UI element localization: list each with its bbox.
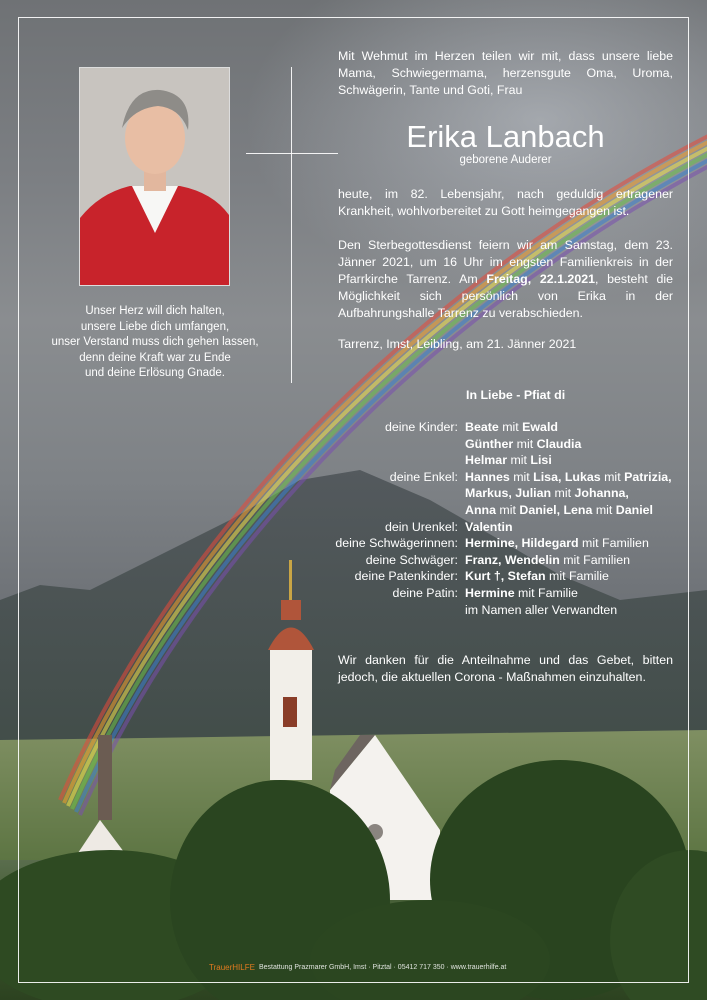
logo (209, 963, 255, 972)
mourners-list (300, 419, 700, 618)
mourner-row (300, 452, 700, 469)
poem (40, 304, 270, 382)
mourner-names (465, 502, 653, 519)
funeral-info-before: Den Sterbegottesdienst feiern wir am Samstag, dem 23. Jänner 2021, um 16 Uhr im engsten Familienkreis in der Pfarrkirche Tarrenz. Am (338, 238, 673, 286)
poem-line: denn deine Kraft war zu Ende (79, 351, 231, 364)
mourner-connector: mit Familien (578, 536, 649, 551)
mourner-name: Markus, Julian (465, 486, 552, 501)
mourner-connector: mit Familien (559, 552, 631, 567)
mourner-row (300, 535, 700, 552)
mourner-names (465, 469, 672, 486)
mourner-label (300, 436, 465, 453)
mourner-label: deine Enkel: (389, 469, 458, 484)
mourner-connector: mit Familie (545, 569, 609, 584)
mourner-names (465, 585, 578, 602)
footer (205, 963, 505, 972)
funeral-info (338, 237, 673, 322)
mourner-row (300, 502, 700, 519)
mourner-name: Hermine, Hildegard (465, 536, 579, 551)
logo-right: HILFE (232, 963, 255, 972)
poem-line: und deine Erlösung Gnade. (84, 367, 226, 379)
logo-left: Trauer (209, 963, 233, 972)
mourner-label: deine Schwäger: (365, 552, 458, 567)
place-date: Tarrenz, Imst, Leibling, am 21. Jänner 2021 (338, 337, 577, 351)
mourner-label (300, 602, 465, 619)
intro-text: Mit Wehmut im Herzen teilen wir mit, dass unsere liebe Mama, Schwiegermama, herzensgute Oma, Uroma, Schwägerin, Tante und Goti, Frau (338, 49, 673, 97)
mourner-names (465, 552, 630, 569)
funeral-info-after: , besteht die Möglichkeit sich persönlich von Erika in der Aufbahrungshalle Tarrenz zu verabschieden. (338, 272, 674, 320)
poem-line: unser Verstand muss dich gehen lassen, (51, 336, 259, 348)
mourner-name: Claudia (536, 436, 582, 451)
mourner-label: deine Patin: (392, 585, 458, 600)
mourner-label: deine Schwägerinnen: (335, 536, 458, 551)
footer-line: Bestattung Prazmarer GmbH, Imst · Pitztal · 05412 717 350 · www.trauerhilfe.at (258, 964, 507, 971)
thanks-text: Wir danken für die Anteilnahme und das Gebet, bitten jedoch, die aktuellen Corona - Maßnahmen einzuhalten. (338, 653, 673, 684)
mourner-connector: mit (600, 469, 625, 484)
mourner-row (300, 568, 700, 585)
mourner-row (300, 419, 700, 436)
mourner-names (465, 519, 513, 536)
maiden-name: geborene Auderer (459, 154, 552, 166)
mourner-label (300, 485, 465, 502)
mourner-name: Kurt †, Stefan (465, 569, 546, 584)
mourner-names (465, 535, 649, 552)
mourner-name: Beate (465, 420, 499, 434)
mourner-names (465, 436, 581, 453)
viewing-date: Freitag, 22.1.2021 (486, 272, 595, 286)
mourner-names (465, 452, 552, 469)
poem-line: unsere Liebe dich umfangen, (80, 320, 230, 333)
mourner-connector: mit (592, 502, 616, 517)
mourner-row (300, 552, 700, 569)
poem-line: Unser Herz will dich halten, (85, 305, 225, 317)
mourner-names (465, 568, 609, 585)
cross-vertical-line (291, 67, 292, 383)
farewell-line: In Liebe - Pfiat di (466, 388, 566, 402)
mourner-connector: mit (513, 436, 537, 451)
mourner-name: Franz, Wendelin (465, 552, 560, 567)
mourner-connector: mit (551, 486, 575, 501)
mourner-names (465, 485, 629, 502)
mourner-row (300, 519, 700, 536)
mourner-name: Daniel, Lena (519, 502, 593, 517)
mourner-row (300, 485, 700, 502)
mourner-label (300, 502, 465, 519)
mourner-connector: im Namen aller Verwandten (465, 602, 618, 617)
mourner-row (300, 436, 700, 453)
mourner-name: Valentin (465, 519, 513, 534)
mourner-label: deine Patenkinder: (354, 569, 458, 584)
mourner-name: Ewald (522, 420, 558, 434)
mourner-names (465, 602, 617, 619)
mourner-connector: mit Familie (514, 585, 578, 600)
mourner-connector: mit (495, 502, 520, 517)
mourner-label: dein Urenkel: (384, 519, 458, 534)
portrait-photo (79, 67, 230, 286)
mourner-row (300, 585, 700, 602)
mourner-name: Daniel (615, 502, 653, 517)
mourner-connector: mit (498, 420, 523, 434)
mourner-name: Hermine (465, 585, 515, 600)
passing-text: heute, im 82. Lebensjahr, nach geduldig ertragener Krankheit, wohlvorbereitet zu Gott heimgegangen ist. (338, 187, 673, 218)
mourner-names (465, 419, 558, 436)
mourner-connector: mit (509, 469, 534, 484)
mourner-name: Günther (465, 436, 514, 451)
mourner-name: Hannes (465, 469, 510, 484)
mourner-row (300, 602, 700, 619)
mourner-label (300, 452, 465, 469)
mourner-name: Lisa, Lukas (533, 469, 601, 484)
mourner-name: Helmar (465, 453, 508, 468)
mourner-label: deine Kinder: (384, 420, 458, 434)
cross-horizontal-line (246, 153, 338, 154)
mourner-row (300, 469, 700, 486)
mourner-name: Lisi (530, 453, 552, 468)
mourner-name: Patrizia, (624, 469, 672, 484)
mourner-connector: mit (507, 453, 531, 468)
mourner-name: Johanna, (574, 486, 629, 501)
mourner-name: Anna (465, 502, 496, 517)
deceased-name: Erika Lanbach (406, 119, 605, 154)
